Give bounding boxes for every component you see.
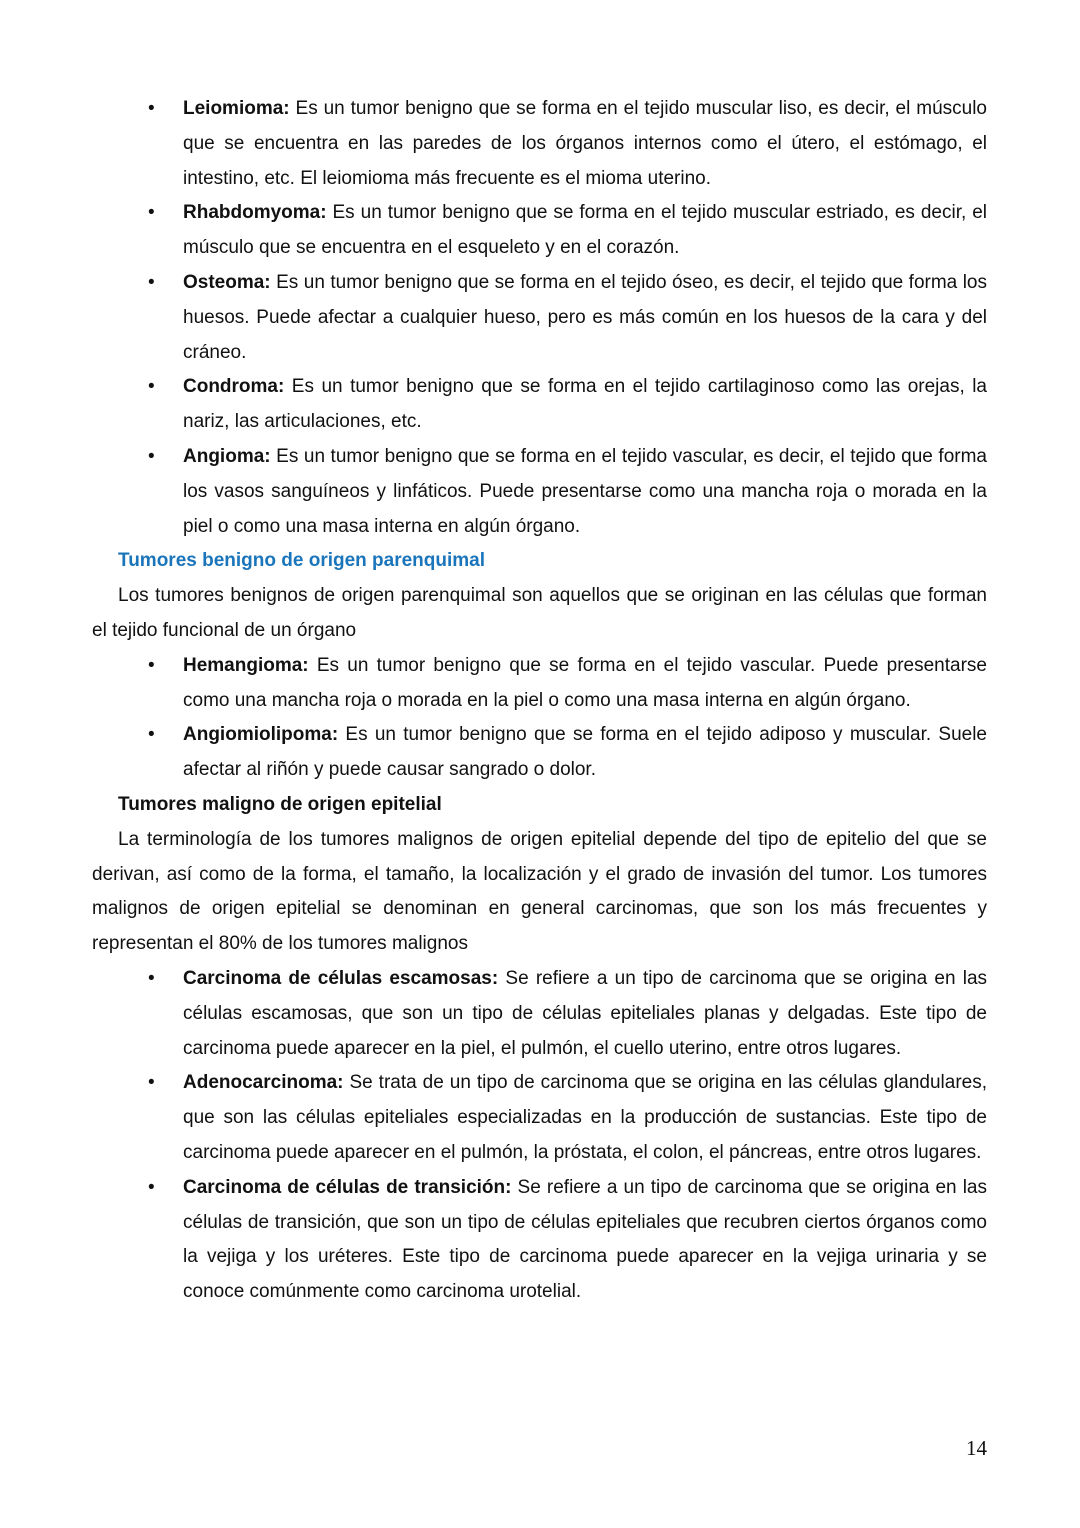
term-description: Es un tumor benigno que se forma en el tejido óseo, es decir, el tejido que forma los huesos. Puede afectar a cualquier hueso, pero es más común en los huesos de la cara y del cráneo.: [183, 271, 987, 363]
term-label: Leiomioma:: [183, 98, 290, 119]
term-description: Se refiere a un tipo de carcinoma que se origina en las células de transición, que son un tipo de células epiteliales que recubren ciertos órganos como la vejiga y los uréteres. Este tipo de carcinoma puede aparecer en la vejiga urinaria y se conoce comúnmente como carcinoma urotelial.: [183, 1176, 987, 1303]
term-description: Se refiere a un tipo de carcinoma que se origina en las células escamosas, que son un tipo de células epiteliales planas y delgadas. Este tipo de carcinoma puede aparecer en la piel, el pulmón, el cuello uterino, entre otros lugares.: [183, 967, 988, 1059]
list-item: [148, 370, 987, 440]
bullet-icon: •: [148, 967, 155, 989]
list-item: [148, 718, 987, 788]
section-intro-epitelial: La terminología de los tumores malignos de origen epitelial depende del tipo de epitelio del que se derivan, así como de la forma, el tamaño, la localización y el grado de invasión del tumor. Los tumores malignos de origen epitelial se denominan en general carcinomas, que son los más frecuentes y representan el 80% de los tumores malignos: [92, 828, 987, 955]
list-item: [148, 92, 987, 196]
page-number: 14: [966, 1436, 987, 1460]
term-description: Es un tumor benigno que se forma en el tejido vascular. Puede presentarse como una mancha roja o morada en la piel o como una masa interna en algún órgano.: [183, 654, 987, 711]
term-description: Se trata de un tipo de carcinoma que se origina en las células glandulares, que son las células epiteliales especializadas en la producción de sustancias. Este tipo de carcinoma puede aparecer en el pulmón, la próstata, el colon, el páncreas, entre otros lugares.: [183, 1072, 987, 1163]
page-content: [92, 92, 987, 1310]
list-item: [148, 266, 987, 370]
term-label: Angiomiolipoma:: [183, 724, 339, 746]
list-item: [148, 440, 987, 544]
section-heading-parenquimal: Tumores benigno de origen parenquimal: [118, 550, 486, 572]
bullet-icon: •: [148, 654, 155, 676]
bullet-icon: •: [148, 202, 155, 224]
bullet-icon: •: [148, 98, 155, 119]
term-description: Es un tumor benigno que se forma en el tejido cartilaginoso como las orejas, la nariz, las articulaciones, etc.: [183, 376, 987, 433]
benign-parenquimal-tumor-list: [92, 649, 987, 788]
term-label: Condroma:: [183, 376, 285, 398]
term-label: Angioma:: [183, 445, 271, 467]
term-label: Osteoma:: [183, 271, 271, 293]
term-label: Carcinoma de células escamosas:: [183, 967, 499, 989]
list-item: [148, 1066, 987, 1170]
term-label: Carcinoma de células de transición:: [183, 1176, 512, 1198]
bullet-icon: •: [148, 1072, 155, 1094]
list-item: [148, 962, 988, 1066]
term-label: Rhabdomyoma:: [183, 202, 327, 224]
benign-mesenchymal-tumor-list: [92, 92, 987, 544]
bullet-icon: •: [148, 724, 155, 746]
bullet-icon: •: [148, 271, 155, 293]
section-heading-epitelial: Tumores maligno de origen epitelial: [118, 793, 442, 815]
malignant-epithelial-tumor-list: [92, 962, 987, 1310]
term-label: Hemangioma:: [183, 654, 309, 676]
bullet-icon: •: [148, 376, 155, 398]
term-description: Es un tumor benigno que se forma en el tejido vascular, es decir, el tejido que forma los vasos sanguíneos y linfáticos. Puede presentarse como una mancha roja o morada en la piel o como una masa interna en algún órgano.: [183, 445, 987, 537]
list-item: [148, 649, 987, 719]
section-intro-parenquimal: Los tumores benignos de origen parenquimal son aquellos que se originan en las células que forman el tejido funcional de un órgano: [92, 585, 987, 641]
list-item: [148, 1171, 987, 1310]
term-description: Es un tumor benigno que se forma en el tejido muscular estriado, es decir, el músculo que se encuentra en el esqueleto y en el corazón.: [183, 202, 987, 259]
term-description: Es un tumor benigno que se forma en el tejido adiposo y muscular. Suele afectar al riñón y puede causar sangrado o dolor.: [183, 724, 987, 781]
term-description: Es un tumor benigno que se forma en el tejido muscular liso, es decir, el músculo que se encuentra en las paredes de los órganos internos como el útero, el estómago, el intestino, etc. El leiomioma más frecuente es el mioma uterino.: [183, 98, 987, 189]
bullet-icon: •: [148, 1176, 155, 1198]
term-label: Adenocarcinoma:: [183, 1072, 344, 1094]
list-item: [148, 196, 987, 266]
bullet-icon: •: [148, 445, 155, 467]
